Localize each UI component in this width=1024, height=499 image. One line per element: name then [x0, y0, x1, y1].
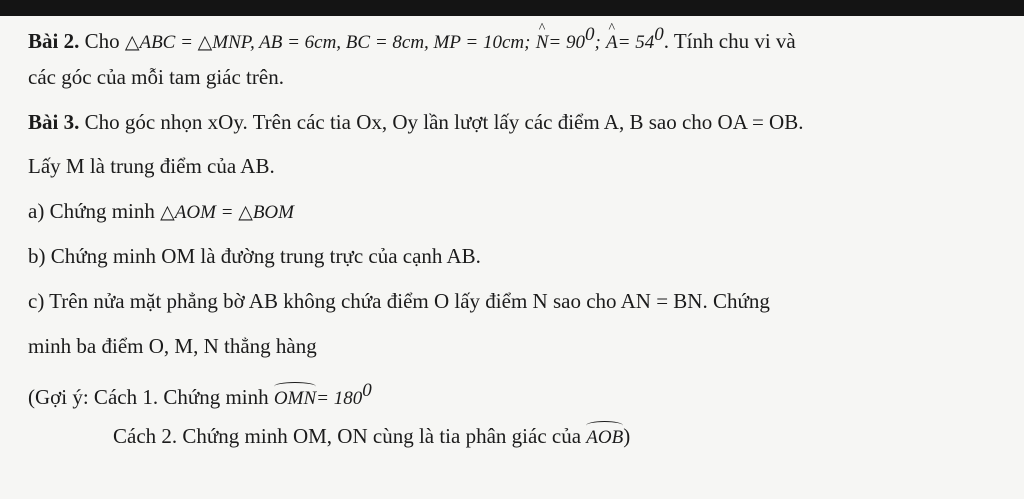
bai3-part-c-line-1: c) Trên nửa mặt phẳng bờ AB không chứa điểm O lấy điểm N sao cho AN = BN. Chứng [28, 289, 770, 313]
hint-angle-value: = 180 [316, 388, 363, 409]
top-dark-strip [0, 0, 1024, 16]
hint-degree-mark: 0 [362, 380, 372, 401]
math-separator: ; [594, 32, 601, 53]
hint-text: (Gợi ý: Cách 1. Chứng minh [28, 385, 269, 409]
bai2-line-1 [28, 22, 796, 56]
bai3-line-1 [28, 109, 803, 135]
bai3-label: Bài 3. [28, 110, 80, 134]
bai2-intro: Cho [84, 29, 120, 53]
bai3-part-c-line-2: minh ba điểm O, M, N thẳng hàng [28, 334, 317, 358]
degree-mark-1: 0 [584, 24, 595, 45]
angle-a-value: = 54 [617, 32, 655, 53]
bai2-label: Bài 2. [28, 29, 80, 53]
hint-line-2 [113, 423, 630, 451]
hint2-angle-aob: AOB [586, 425, 623, 451]
angle-n-value: = 90 [548, 32, 585, 53]
hint2-text: Cách 2. Chứng minh OM, ON cùng là tia phân giác của [113, 424, 582, 448]
degree-mark-2: 0 [654, 24, 664, 45]
bai3-line-2: Lấy M là trung điểm của AB. [28, 154, 275, 178]
hint-angle-omn: OMN [274, 386, 316, 412]
bai2-tail: . Tính chu vi và [663, 29, 796, 53]
hint2-close: ) [623, 424, 631, 448]
angle-a-symbol: ^ A [606, 30, 618, 56]
hint-line-1 [28, 378, 372, 412]
angle-n-symbol: ^ N [536, 30, 549, 56]
bai2-line-2: các góc của mỗi tam giác trên. [28, 65, 284, 89]
bai3-statement: Cho góc nhọn xOy. Trên các tia Ox, Oy lần lượt lấy các điểm A, B sao cho OA = OB. [84, 110, 804, 134]
bai3-part-a [28, 198, 294, 226]
bai2-math-given: △ABC = △MNP, AB = 6cm, BC = 8cm, MP = 10cm; [124, 32, 531, 53]
bai3-part-b: b) Chứng minh OM là đường trung trực của cạnh AB. [28, 244, 481, 268]
part-a-math: △AOM = △BOM [160, 202, 294, 223]
part-a-text: a) Chứng minh [28, 199, 155, 223]
